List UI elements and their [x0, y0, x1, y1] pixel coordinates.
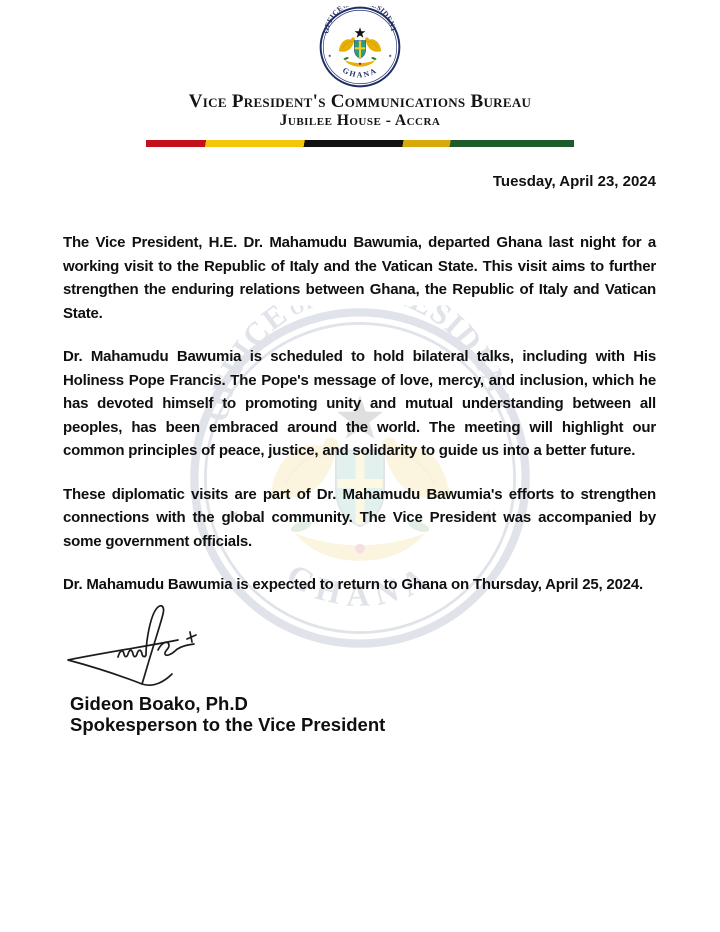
signature-scrawl [62, 602, 212, 692]
ghana-flag-bar [146, 140, 574, 147]
date-line: Tuesday, April 23, 2024 [492, 173, 656, 190]
presidential-seal [319, 6, 401, 88]
signatory-name: Gideon Boako, Ph.D [70, 692, 248, 714]
address-line: Jubilee House - Accra [279, 112, 441, 129]
paragraph-4: Dr. Mahamudu Bawumia is expected to return to Ghana on Thursday, April 25, 2024. [63, 576, 643, 593]
letter-body [63, 231, 656, 597]
letter-content [0, 6, 720, 735]
paragraph-2: Dr. Mahamudu Bawumia is scheduled to hold bilateral talks, including with His Holiness Pope Francis. The Pope's message of love, mercy, and inclusion, which he has devoted himself to promoting unity and mutual understanding between all peoples, has been embraced around the world. The meeting will highlight our common principles of peace, justice, and solidarity to guide us into a better future. [63, 348, 656, 459]
bureau-name: Vice President's Communications Bureau [188, 91, 532, 112]
paragraph-3: These diplomatic visits are part of Dr. Mahamudu Bawumia's efforts to strengthen connections with the global community. The Vice President was accompanied by some government officials. [63, 485, 656, 550]
letterhead [0, 6, 720, 147]
signatory-title: Spokesperson to the Vice President [70, 713, 386, 735]
paragraph-1: The Vice President, H.E. Dr. Mahamudu Bawumia, departed Ghana last night for a working visit to the Republic of Italy and the Vatican State. This visit aims to further strengthen the enduring relations between Ghana, the Republic of Italy and Vatican State. [63, 234, 656, 322]
signature-block [62, 602, 720, 735]
